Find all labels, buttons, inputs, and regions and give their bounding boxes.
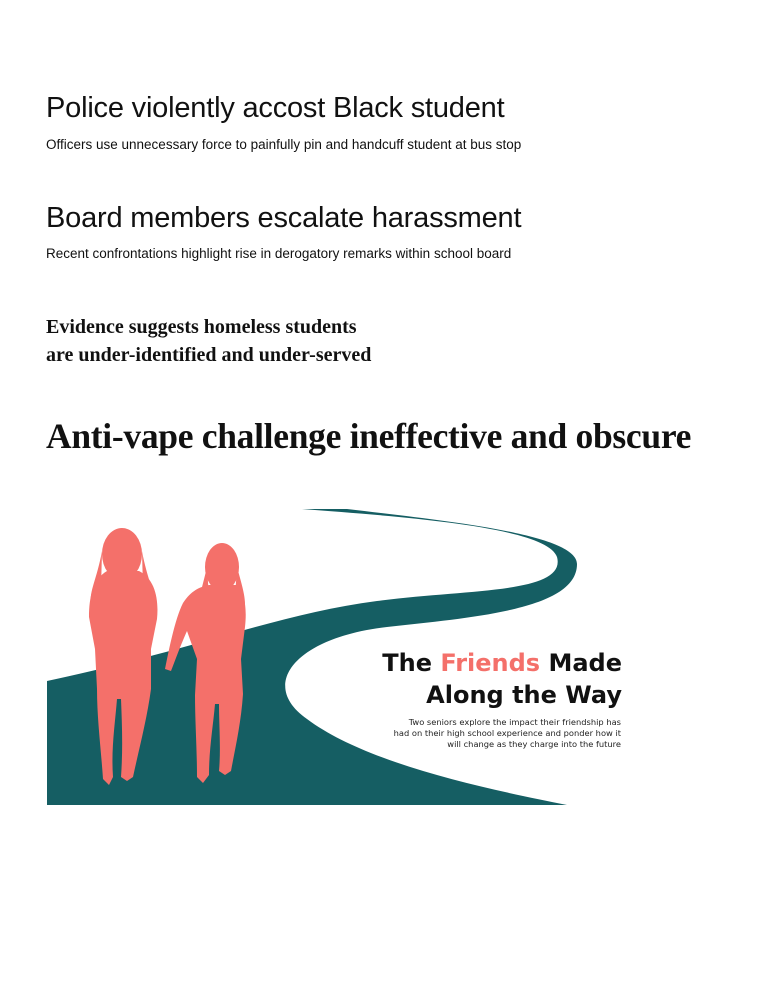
feature-title-friends: Friends [440,649,541,677]
feature-title-line2: Along the Way [426,681,622,709]
story-3-headline-line1: Evidence suggests homeless students [46,316,357,338]
story-1-headline[interactable]: Police violently accost Black student [46,92,505,124]
feature-title[interactable] [382,647,622,711]
feature-title-the: The [382,649,432,677]
feature-title-made: Made [548,649,622,677]
story-2-headline[interactable]: Board members escalate harassment [46,202,522,234]
story-3-headline[interactable] [46,313,446,369]
story-2-subhead: Recent confrontations highlight rise in derogatory remarks within school board [46,246,512,261]
feature-graphic[interactable] [47,509,627,805]
story-4-headline[interactable]: Anti-vape challenge ineffective and obscure [46,416,692,456]
feature-description: Two seniors explore the impact their friendship has had on their high school experience and ponder how it will change as they charge into the future [393,717,621,749]
story-1-subhead: Officers use unnecessary force to painfully pin and handcuff student at bus stop [46,137,522,152]
story-3-headline-line2: are under-identified and under-served [46,344,372,366]
